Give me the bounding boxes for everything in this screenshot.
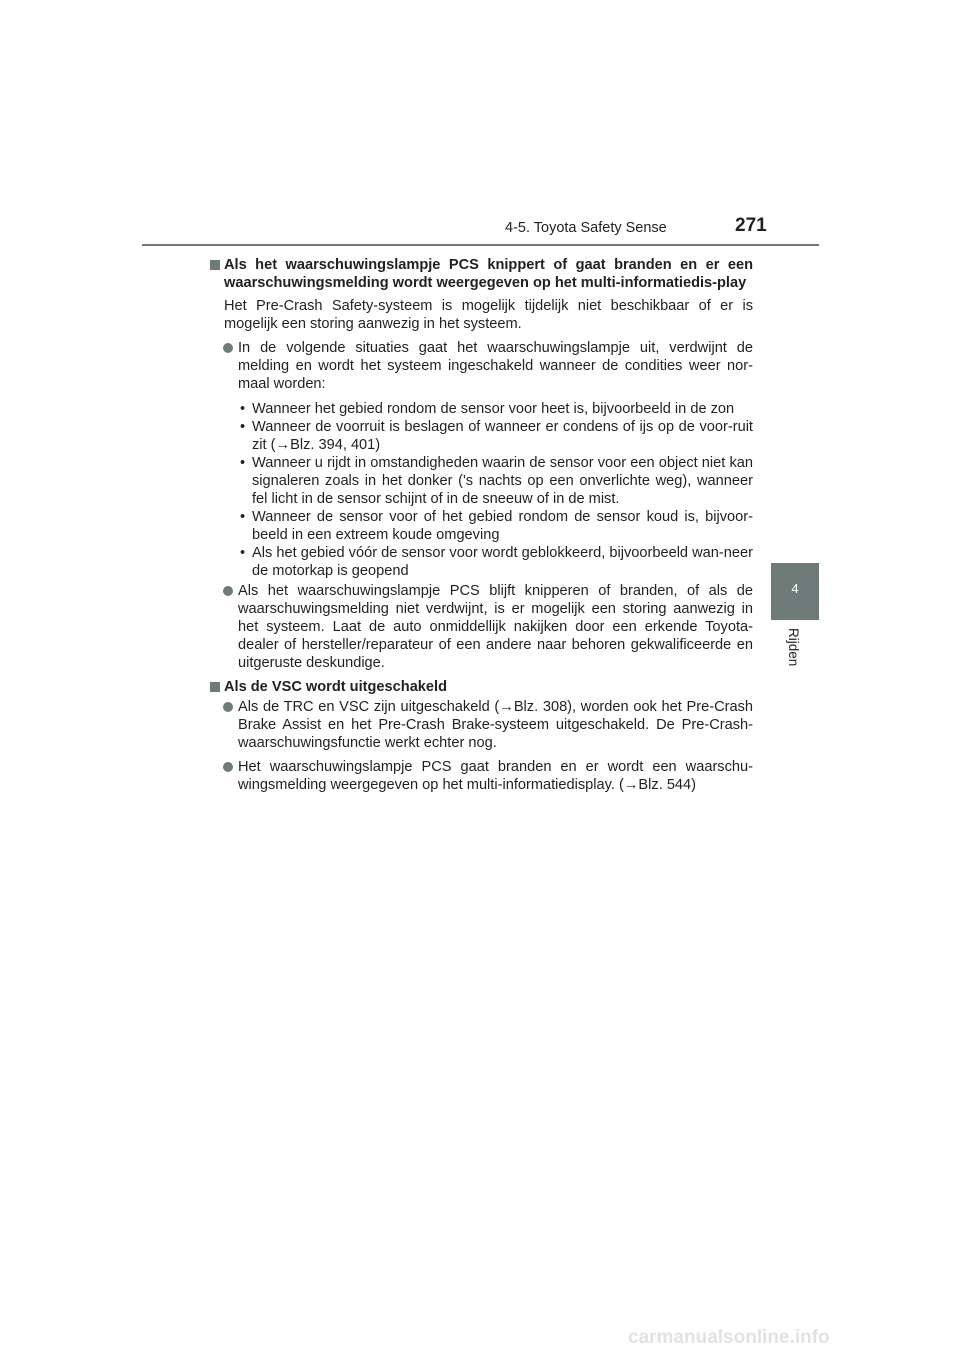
dot-marker-icon: • [240, 455, 246, 471]
chapter-number: 4 [791, 581, 799, 596]
sub-list-item-text: Wanneer de voorruit is beslagen of wanneer er condens of ijs op de voor-ruit zit (→Blz. 394, 401) [252, 419, 753, 453]
section-heading-pcs [209, 256, 753, 292]
dot-marker-icon: • [240, 545, 246, 561]
header-divider [142, 244, 819, 246]
section-heading-text: Als de VSC wordt uitgeschakeld [224, 679, 448, 695]
sub-list-item [209, 544, 753, 580]
section-heading-text: Als het waarschuwingslampje PCS knippert of gaat branden en er een waarschuwingsmelding wordt weergegeven op het multi-informatiedis-play [224, 257, 753, 291]
circle-bullet-icon [223, 343, 233, 353]
circle-bullet-icon [223, 762, 233, 772]
chapter-label: Rijden [786, 628, 801, 667]
list-item-text: Als het waarschuwingslampje PCS blijft knipperen of branden, of als de waarschuwingsmelding niet verdwijnt, is er mogelijk een storing aanwezig in het systeem. Laat de auto onmiddellijk nakijken door een erkende Toyota-dealer of hersteller/reparateur of een andere naar behoren gekwalificeerde en uitgeruste deskundige. [238, 583, 753, 671]
condition-list [209, 400, 753, 580]
page-number: 271 [735, 215, 767, 236]
square-bullet-icon [210, 260, 220, 270]
dot-marker-icon: • [240, 401, 246, 417]
list-item-text: Als de TRC en VSC zijn uitgeschakeld (→Blz. 308), worden ook het Pre-Crash Brake Assist en het Pre-Crash Brake-systeem uitgeschakeld. De Pre-Crash-waarschuwingsfunctie werkt echter nog. [238, 699, 753, 751]
circle-bullet-icon [223, 586, 233, 596]
sub-list-item [209, 400, 753, 418]
list-item-text: In de volgende situaties gaat het waarschuwingslampje uit, verdwijnt de melding en wordt het systeem ingeschakeld wanneer de condities weer nor-maal worden: [238, 340, 753, 392]
list-item [209, 339, 753, 393]
list-item-text: Het waarschuwingslampje PCS gaat branden en er wordt een waarschu-wingsmelding weergegeven op het multi-informatiedisplay. (→Blz. 544) [238, 759, 753, 793]
section-title: 4-5. Toyota Safety Sense [505, 220, 667, 236]
chapter-tab [771, 563, 819, 620]
sub-list-item [209, 418, 753, 454]
circle-bullet-icon [223, 702, 233, 712]
sub-list-item-text: Wanneer de sensor voor of het gebied rondom de sensor koud is, bijvoor-beeld in een extreem koude omgeving [252, 509, 753, 543]
sub-list-item-text: Wanneer het gebied rondom de sensor voor heet is, bijvoorbeeld in de zon [252, 401, 735, 417]
list-item [209, 582, 753, 672]
intro-paragraph: Het Pre-Crash Safety-systeem is mogelijk tijdelijk niet beschikbaar of er is mogelijk een storing aanwezig in het systeem. [224, 298, 753, 332]
watermark: carmanualsonline.info [628, 1327, 830, 1348]
list-item [209, 758, 753, 794]
dot-marker-icon: • [240, 509, 246, 525]
sub-list-item [209, 508, 753, 544]
sub-list-item-text: Als het gebied vóór de sensor voor wordt geblokkeerd, bijvoorbeeld wan-neer de motorkap is geopend [252, 545, 753, 579]
dot-marker-icon: • [240, 419, 246, 435]
list-item [209, 698, 753, 752]
square-bullet-icon [210, 682, 220, 692]
page-body [209, 256, 753, 794]
sub-list-item [209, 454, 753, 508]
section-heading-vsc [209, 678, 753, 696]
sub-list-item-text: Wanneer u rijdt in omstandigheden waarin de sensor voor een object niet kan signaleren zoals in het donker ('s nachts op een onverlichte weg), wanneer fel licht in de sensor schijnt of in de sneeuw of in de mist. [252, 455, 753, 507]
